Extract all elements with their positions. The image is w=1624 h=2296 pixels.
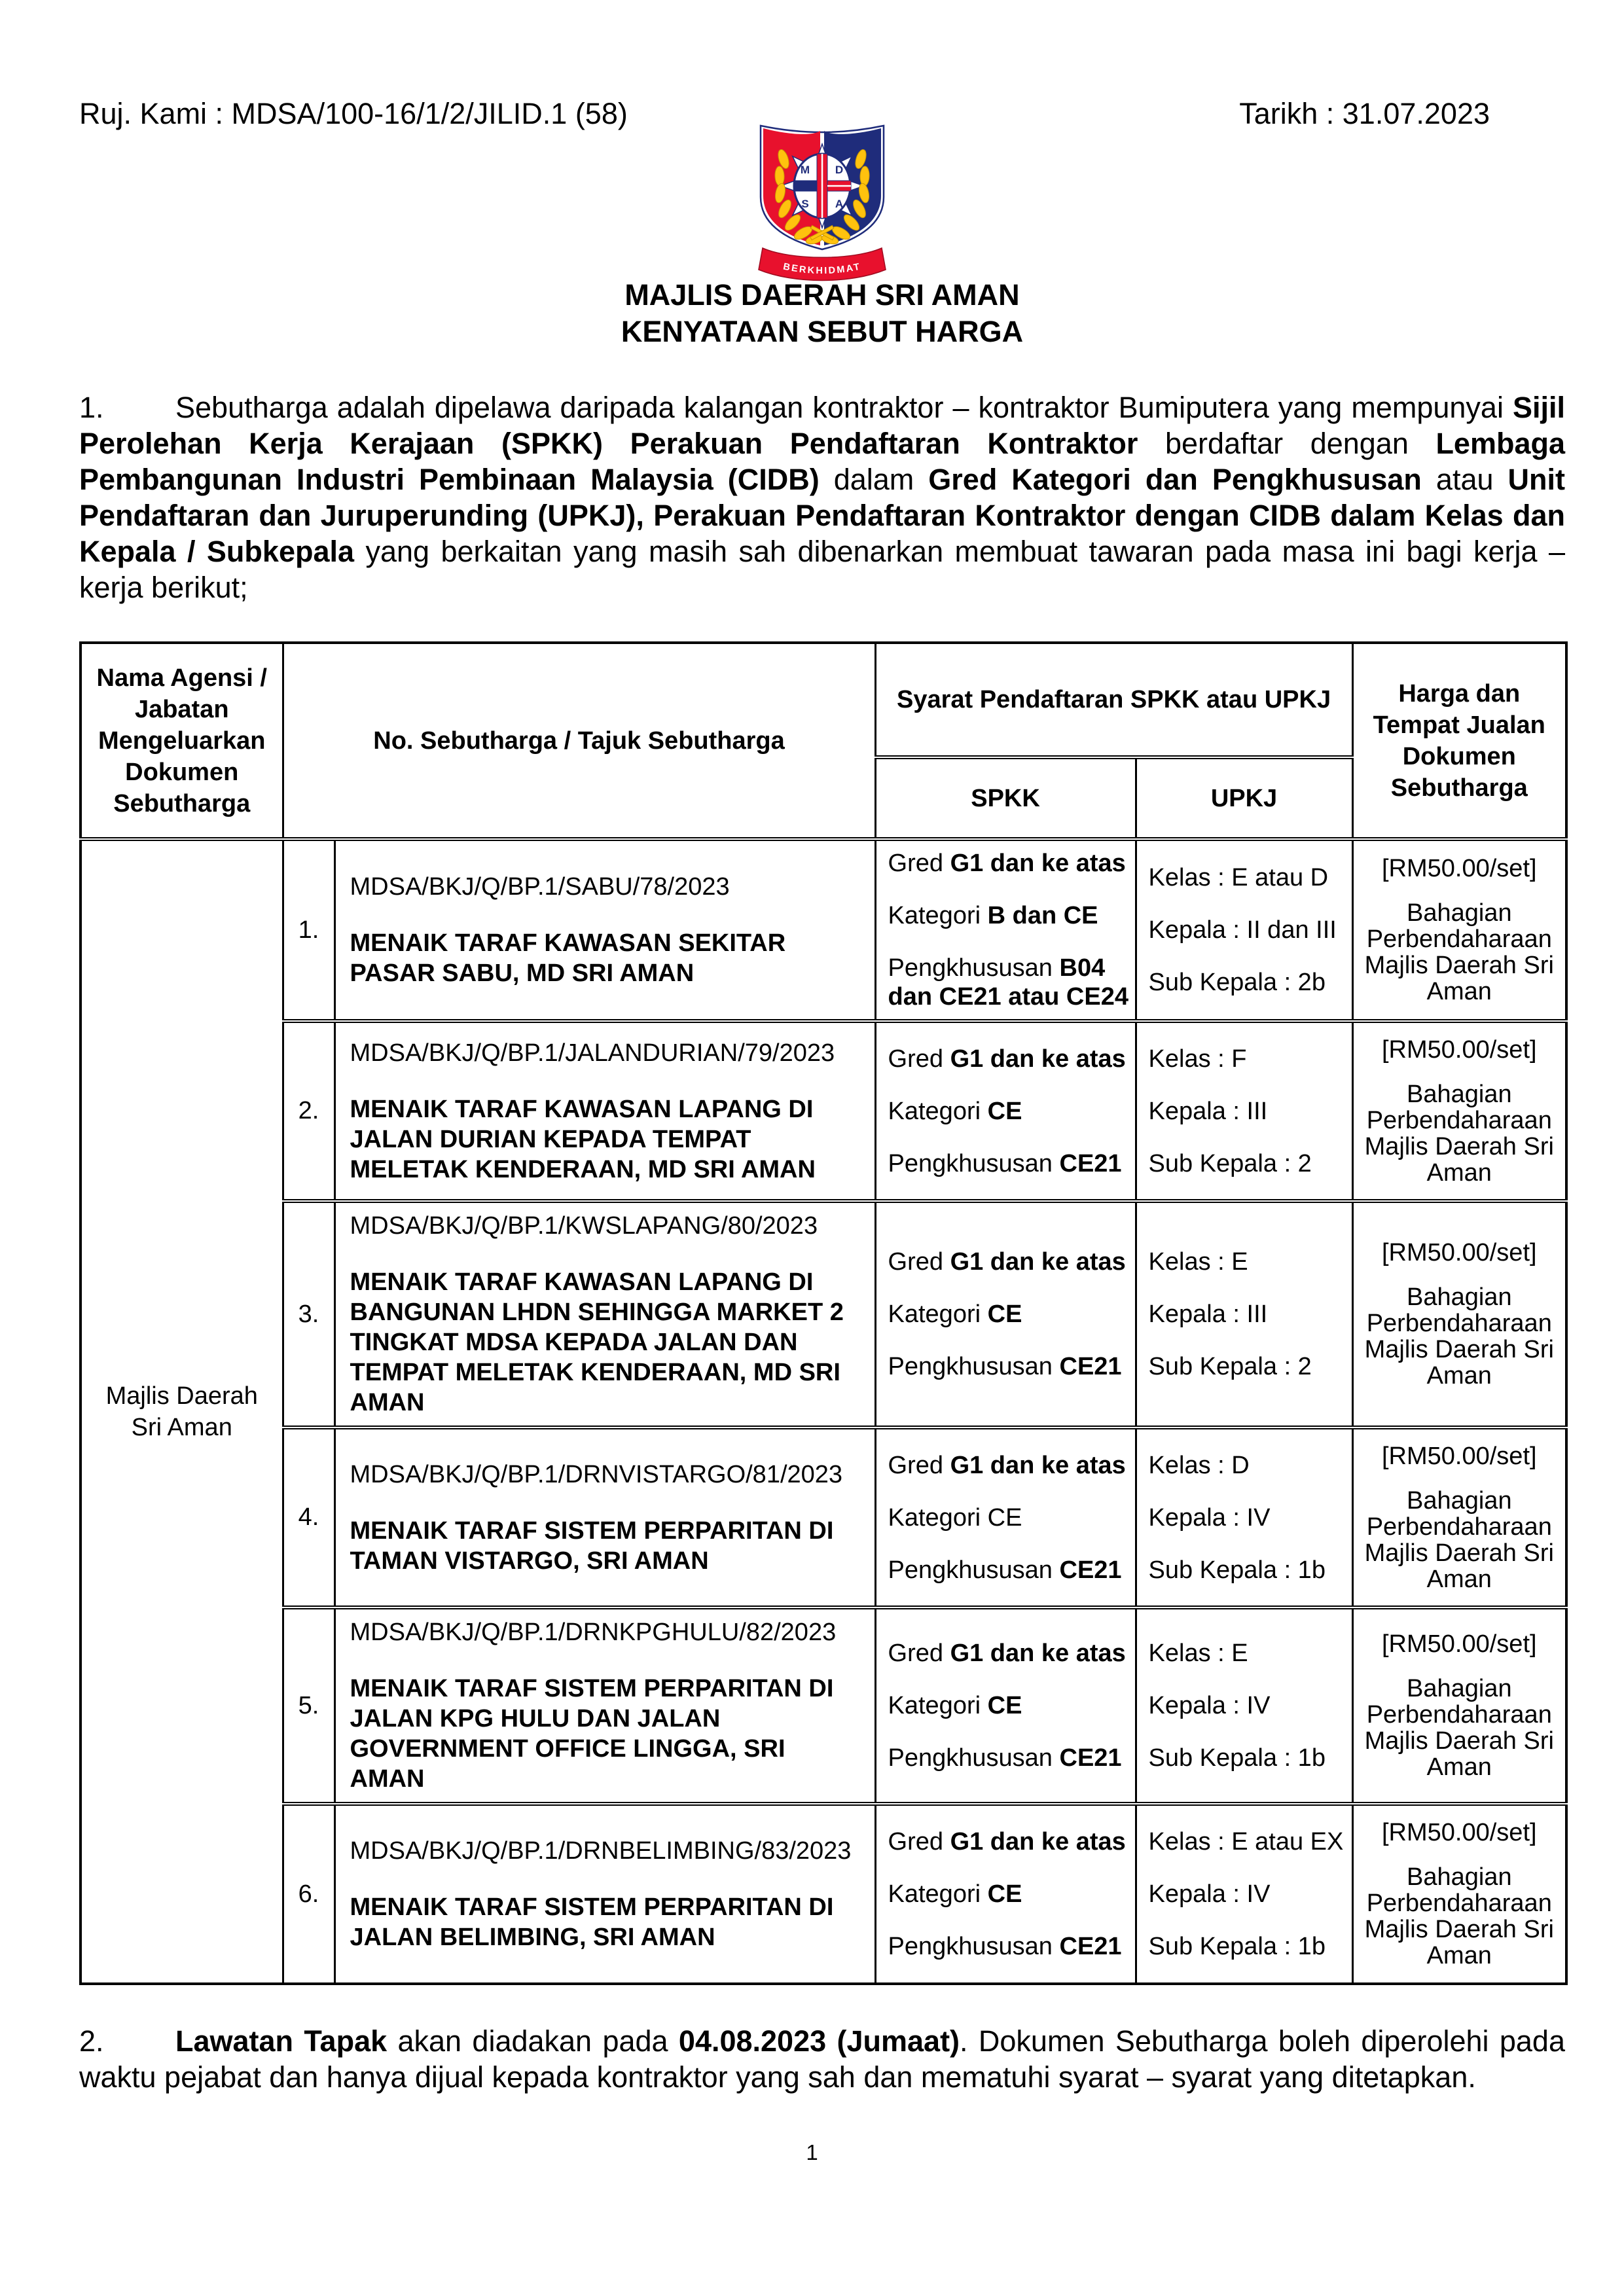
doc-price: [RM50.00/set]: [1382, 1630, 1537, 1658]
doc-price: [RM50.00/set]: [1382, 1819, 1537, 1846]
tender-cell: [334, 1607, 875, 1804]
tender-title: MENAIK TARAF SISTEM PERPARITAN DI TAMAN VISTARGO, SRI AMAN: [350, 1516, 834, 1575]
row-number: 6.: [283, 1804, 334, 1984]
upkj-cell: Kelas : E Kepala : III Sub Kepala : 2: [1136, 1201, 1352, 1427]
tender-table: [79, 641, 1568, 1985]
doc-vendor: Bahagian Perbendaharaan Majlis Daerah Sri Aman: [1364, 1675, 1554, 1781]
header-tender: No. Sebutharga / Tajuk Sebutharga: [283, 643, 875, 839]
tender-ref: MDSA/BKJ/Q/BP.1/DRNKPGHULU/82/2023: [350, 1619, 837, 1646]
tender-title: MENAIK TARAF KAWASAN LAPANG DI JALAN DURIAN KEPADA TEMPAT MELETAK KENDERAAN, MD SRI AMAN: [350, 1095, 816, 1183]
upkj-cell: Kelas : D Kepala : IV Sub Kepala : 1b: [1136, 1427, 1352, 1607]
upkj-cell: Kelas : F Kepala : III Sub Kepala : 2: [1136, 1021, 1352, 1201]
header-harga: Harga dan Tempat Jualan Dokumen Sebutharga: [1352, 643, 1566, 839]
spkk-cell: Gred G1 dan ke atas Kategori CE Pengkhususan CE21: [875, 1607, 1136, 1804]
paragraph-2: 2. Lawatan Tapak akan diadakan pada 04.08.2023 (Jumaat). Dokumen Sebutharga boleh diperolehi pada waktu pejabat dan hanya dijual kepada kontraktor yang sah dan mematuhi syarat – syarat yang ditetapkan.: [79, 2024, 1565, 2094]
letter-s: S: [801, 198, 809, 210]
table-row-5: [81, 1607, 1566, 1804]
letter-d: D: [835, 164, 843, 176]
doc-title: KENYATAAN SEBUT HARGA: [621, 315, 1024, 348]
header-agency: Nama Agensi / Jabatan Mengeluarkan Dokumen Sebutharga: [81, 643, 283, 839]
document-date: Tarikh : 31.07.2023: [1239, 97, 1490, 130]
doc-vendor: Bahagian Perbendaharaan Majlis Daerah Sri Aman: [1364, 1283, 1554, 1390]
mdsa-crest-icon: [752, 121, 893, 285]
harga-cell: [1352, 1607, 1566, 1804]
header-syarat: Syarat Pendaftaran SPKK atau UPKJ: [875, 643, 1352, 757]
header-upkj: UPKJ: [1136, 757, 1352, 839]
tender-cell: [334, 1427, 875, 1607]
doc-price: [RM50.00/set]: [1382, 1442, 1537, 1470]
table-header: [81, 643, 1566, 839]
doc-price: [RM50.00/set]: [1382, 1239, 1537, 1266]
spkk-cell: Gred G1 dan ke atas Kategori CE Pengkhususan CE21: [875, 1804, 1136, 1984]
org-name: MAJLIS DAERAH SRI AMAN: [624, 278, 1020, 312]
agency-cell: Majlis Daerah Sri Aman: [81, 839, 283, 1984]
tender-cell: [334, 1021, 875, 1201]
document-heading: [79, 277, 1565, 350]
tender-title: MENAIK TARAF KAWASAN SEKITAR PASAR SABU, MD SRI AMAN: [350, 929, 786, 987]
doc-vendor: Bahagian Perbendaharaan Majlis Daerah Sri Aman: [1364, 1863, 1554, 1969]
motto-text: BERKHIDMAT: [782, 261, 862, 277]
table-body: [81, 839, 1566, 1984]
logo: [79, 121, 1565, 285]
tender-title: MENAIK TARAF SISTEM PERPARITAN DI JALAN KPG HULU DAN JALAN GOVERNMENT OFFICE LINGGA, SRI AMAN: [350, 1675, 834, 1793]
row-number: 3.: [283, 1201, 334, 1427]
letter-a: A: [835, 198, 843, 210]
table-header-row-1: [81, 643, 1566, 757]
paragraph-1-text: Sebutharga adalah dipelawa daripada kalangan kontraktor – kontraktor Bumiputera yang mempunyai: [175, 391, 1513, 424]
doc-vendor: Bahagian Perbendaharaan Majlis Daerah Sri Aman: [1364, 1080, 1554, 1187]
spkk-cell: Gred G1 dan ke atas Kategori B dan CE Pengkhususan B04 dan CE21 atau CE24: [875, 839, 1136, 1021]
row-number: 4.: [283, 1427, 334, 1607]
table-row-4: [81, 1427, 1566, 1607]
tender-title: MENAIK TARAF KAWASAN LAPANG DI BANGUNAN LHDN SEHINGGA MARKET 2 TINGKAT MDSA KEPADA JALAN DAN TEMPAT MELETAK KENDERAAN, MD SRI AMAN: [350, 1268, 844, 1416]
spkk-cell: Gred G1 dan ke atas Kategori CE Pengkhususan CE21: [875, 1427, 1136, 1607]
row-number: 1.: [283, 839, 334, 1021]
tender-ref: MDSA/BKJ/Q/BP.1/DRNVISTARGO/81/2023: [350, 1460, 843, 1488]
tender-title: MENAIK TARAF SISTEM PERPARITAN DI JALAN BELIMBING, SRI AMAN: [350, 1893, 834, 1951]
upkj-cell: Kelas : E Kepala : IV Sub Kepala : 1b: [1136, 1607, 1352, 1804]
table-row-6: [81, 1804, 1566, 1984]
table-row-3: [81, 1201, 1566, 1427]
paragraph-1-number: 1.: [79, 391, 104, 424]
harga-cell: [1352, 1201, 1566, 1427]
paragraph-2-number: 2.: [79, 2024, 104, 2058]
tender-cell: [334, 839, 875, 1021]
spkk-cell: Gred G1 dan ke atas Kategori CE Pengkhususan CE21: [875, 1021, 1136, 1201]
reference-number: Ruj. Kami : MDSA/100-16/1/2/JILID.1 (58): [79, 97, 628, 130]
doc-price: [RM50.00/set]: [1382, 1035, 1537, 1064]
spkk-cell: Gred G1 dan ke atas Kategori CE Pengkhususan CE21: [875, 1201, 1136, 1427]
harga-cell: [1352, 1427, 1566, 1607]
tender-cell: [334, 1201, 875, 1427]
tender-ref: MDSA/BKJ/Q/BP.1/DRNBELIMBING/83/2023: [350, 1837, 852, 1865]
harga-cell: [1352, 1804, 1566, 1984]
row-number: 2.: [283, 1021, 334, 1201]
tender-ref: MDSA/BKJ/Q/BP.1/JALANDURIAN/79/2023: [350, 1039, 835, 1067]
tender-ref: MDSA/BKJ/Q/BP.1/KWSLAPANG/80/2023: [350, 1212, 818, 1240]
letter-m: M: [800, 164, 810, 176]
tender-ref: MDSA/BKJ/Q/BP.1/SABU/78/2023: [350, 873, 730, 901]
doc-vendor: Bahagian Perbendaharaan Majlis Daerah Sri Aman: [1364, 899, 1554, 1005]
page-number: 1: [806, 2140, 818, 2164]
harga-cell: [1352, 839, 1566, 1021]
table-row-2: [81, 1021, 1566, 1201]
upkj-cell: Kelas : E atau EX Kepala : IV Sub Kepala : 1b: [1136, 1804, 1352, 1984]
doc-vendor: Bahagian Perbendaharaan Majlis Daerah Sri Aman: [1364, 1486, 1554, 1593]
row-number: 5.: [283, 1607, 334, 1804]
doc-price: [RM50.00/set]: [1382, 855, 1537, 882]
tender-cell: [334, 1804, 875, 1984]
header-spkk: SPKK: [875, 757, 1136, 839]
upkj-cell: Kelas : E atau D Kepala : II dan III Sub Kepala : 2b: [1136, 839, 1352, 1021]
table-row-1: [81, 839, 1566, 1021]
harga-cell: [1352, 1021, 1566, 1201]
paragraph-1: 1. Sebutharga adalah dipelawa daripada kalangan kontraktor – kontraktor Bumiputera yang mempunyai Sijil Perolehan Kerja Kerajaan (SPKK) Perakuan Pendaftaran Kontraktor berdaftar dengan Lembaga Pembangunan Industri Pembinaan Malaysia (CIDB) dalam Gred Kategori dan Pengkhususan atau Unit Pendaftaran dan Juruperunding (UPKJ), Perakuan Pendaftaran Kontraktor dengan CIDB dalam Kelas dan Kepala / Subkepala yang berkaitan yang masih sah dibenarkan membuat tawaran pada masa ini bagi kerja – kerja berikut;: [79, 391, 1565, 604]
